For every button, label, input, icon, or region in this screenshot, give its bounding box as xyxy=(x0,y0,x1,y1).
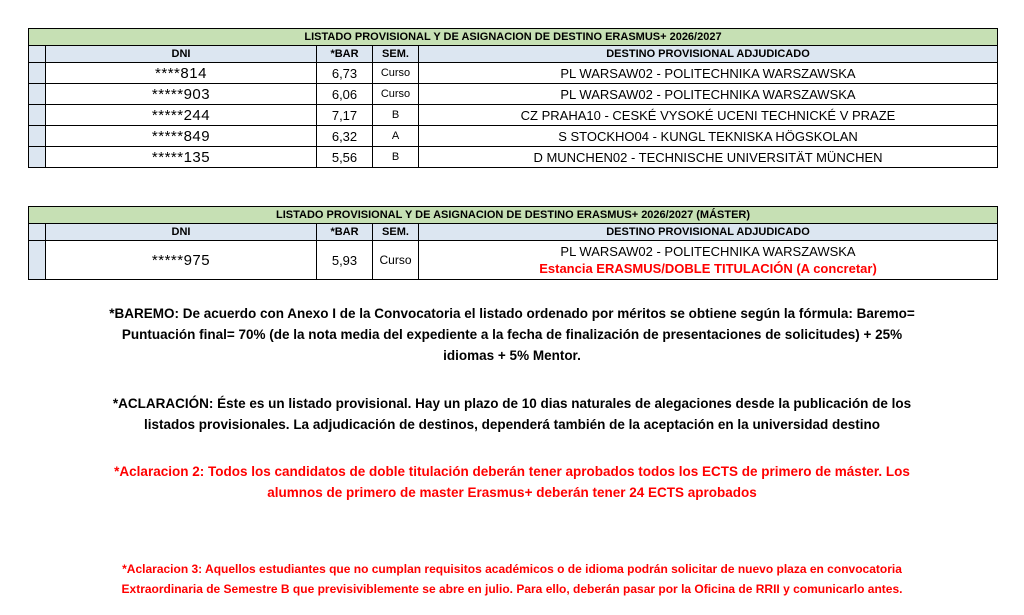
aclaracion-note xyxy=(20,393,1004,435)
erasmus-table xyxy=(28,28,998,168)
erasmus-master-table xyxy=(28,206,998,280)
cell-bar: 6,06 xyxy=(317,84,373,105)
header-destino: DESTINO PROVISIONAL ADJUDICADO xyxy=(419,46,998,63)
cell-sem: B xyxy=(373,147,419,168)
table-row xyxy=(29,105,998,126)
note-line: idiomas + 5% Mentor. xyxy=(443,348,581,363)
destino-note: Estancia ERASMUS/DOBLE TITULACIÓN (A concretar) xyxy=(539,261,877,276)
cell-destino: CZ PRAHA10 - CESKÉ VYSOKÉ UCENI TECHNICKÉ V PRAZE xyxy=(419,105,998,126)
cell-dni: *****849 xyxy=(46,126,317,147)
header-destino: DESTINO PROVISIONAL ADJUDICADO xyxy=(419,224,998,241)
header-bar: *BAR xyxy=(317,46,373,63)
row-side-cell xyxy=(29,63,46,84)
table-row xyxy=(29,84,998,105)
row-side-cell xyxy=(29,147,46,168)
cell-destino: D MUNCHEN02 - TECHNISCHE UNIVERSITÄT MÜNCHEN xyxy=(419,147,998,168)
cell-bar: 5,93 xyxy=(317,241,373,280)
cell-bar: 7,17 xyxy=(317,105,373,126)
cell-bar: 6,32 xyxy=(317,126,373,147)
cell-dni: ****814 xyxy=(46,63,317,84)
cell-sem: Curso xyxy=(373,63,419,84)
note-line: *BAREMO: De acuerdo con Anexo I de la Convocatoria el listado ordenado por méritos se obtiene según la fórmula: Baremo= xyxy=(109,306,915,321)
row-side-cell xyxy=(29,105,46,126)
cell-sem: A xyxy=(373,126,419,147)
table-title-row xyxy=(29,29,998,46)
note-line: listados provisionales. La adjudicación de destinos, dependerá también de la aceptación en la universidad destino xyxy=(144,417,880,432)
table-title-row xyxy=(29,207,998,224)
header-bar: *BAR xyxy=(317,224,373,241)
cell-destino: PL WARSAW02 - POLITECHNIKA WARSZAWSKA xyxy=(419,84,998,105)
note-line: alumnos de primero de master Erasmus+ deberán tener 24 ECTS aprobados xyxy=(267,485,757,500)
note-line: *ACLARACIÓN: Éste es un listado provisional. Hay un plazo de 10 dias naturales de alegaciones desde la publicación de los xyxy=(112,396,912,411)
table-header-row xyxy=(29,46,998,63)
table-row xyxy=(29,126,998,147)
table-row xyxy=(29,63,998,84)
note-line: *Aclaracion 2: Todos los candidatos de doble titulación deberán tener aprobados todos los ECTS de primero de máster. Los xyxy=(114,464,910,479)
row-side-cell xyxy=(29,84,46,105)
note-line: *Aclaracion 3: Aquellos estudiantes que no cumplan requisitos académicos o de idioma podrán solicitar de nuevo plaza en convocatoria xyxy=(122,562,902,576)
cell-sem: Curso xyxy=(373,84,419,105)
baremo-note xyxy=(20,303,1004,366)
table-title: LISTADO PROVISIONAL Y DE ASIGNACION DE DESTINO ERASMUS+ 2026/2027 xyxy=(29,29,998,46)
cell-bar: 5,56 xyxy=(317,147,373,168)
cell-dni: *****135 xyxy=(46,147,317,168)
header-sem: SEM. xyxy=(373,46,419,63)
cell-bar: 6,73 xyxy=(317,63,373,84)
cell-dni: *****975 xyxy=(46,241,317,280)
cell-sem: Curso xyxy=(373,241,419,280)
row-side-cell xyxy=(29,224,46,241)
destino-line: PL WARSAW02 - POLITECHNIKA WARSZAWSKA xyxy=(560,244,856,259)
table-header-row xyxy=(29,224,998,241)
cell-sem: B xyxy=(373,105,419,126)
cell-destino: PL WARSAW02 - POLITECHNIKA WARSZAWSKA xyxy=(419,63,998,84)
note-line: Puntuación final= 70% (de la nota media del expediente a la fecha de finalización de presentaciones de solicitudes) + 25% xyxy=(121,327,903,342)
table-title: LISTADO PROVISIONAL Y DE ASIGNACION DE DESTINO ERASMUS+ 2026/2027 (MÁSTER) xyxy=(29,207,998,224)
cell-destino: S STOCKHO04 - KUNGL TEKNISKA HÖGSKOLAN xyxy=(419,126,998,147)
note-line: Extraordinaria de Semestre B que previsiviblemente se abre en julio. Para ello, deberán pasar por la Oficina de RRII y comunicarlo antes. xyxy=(121,582,903,596)
table-row xyxy=(29,147,998,168)
header-dni: DNI xyxy=(46,46,317,63)
cell-dni: *****903 xyxy=(46,84,317,105)
aclaracion-3-note xyxy=(20,559,1004,599)
row-side-cell xyxy=(29,46,46,63)
header-dni: DNI xyxy=(46,224,317,241)
aclaracion-2-note xyxy=(20,461,1004,503)
cell-dni: *****244 xyxy=(46,105,317,126)
cell-destino xyxy=(419,241,998,280)
table-row xyxy=(29,241,998,280)
row-side-cell xyxy=(29,126,46,147)
header-sem: SEM. xyxy=(373,224,419,241)
row-side-cell xyxy=(29,241,46,280)
